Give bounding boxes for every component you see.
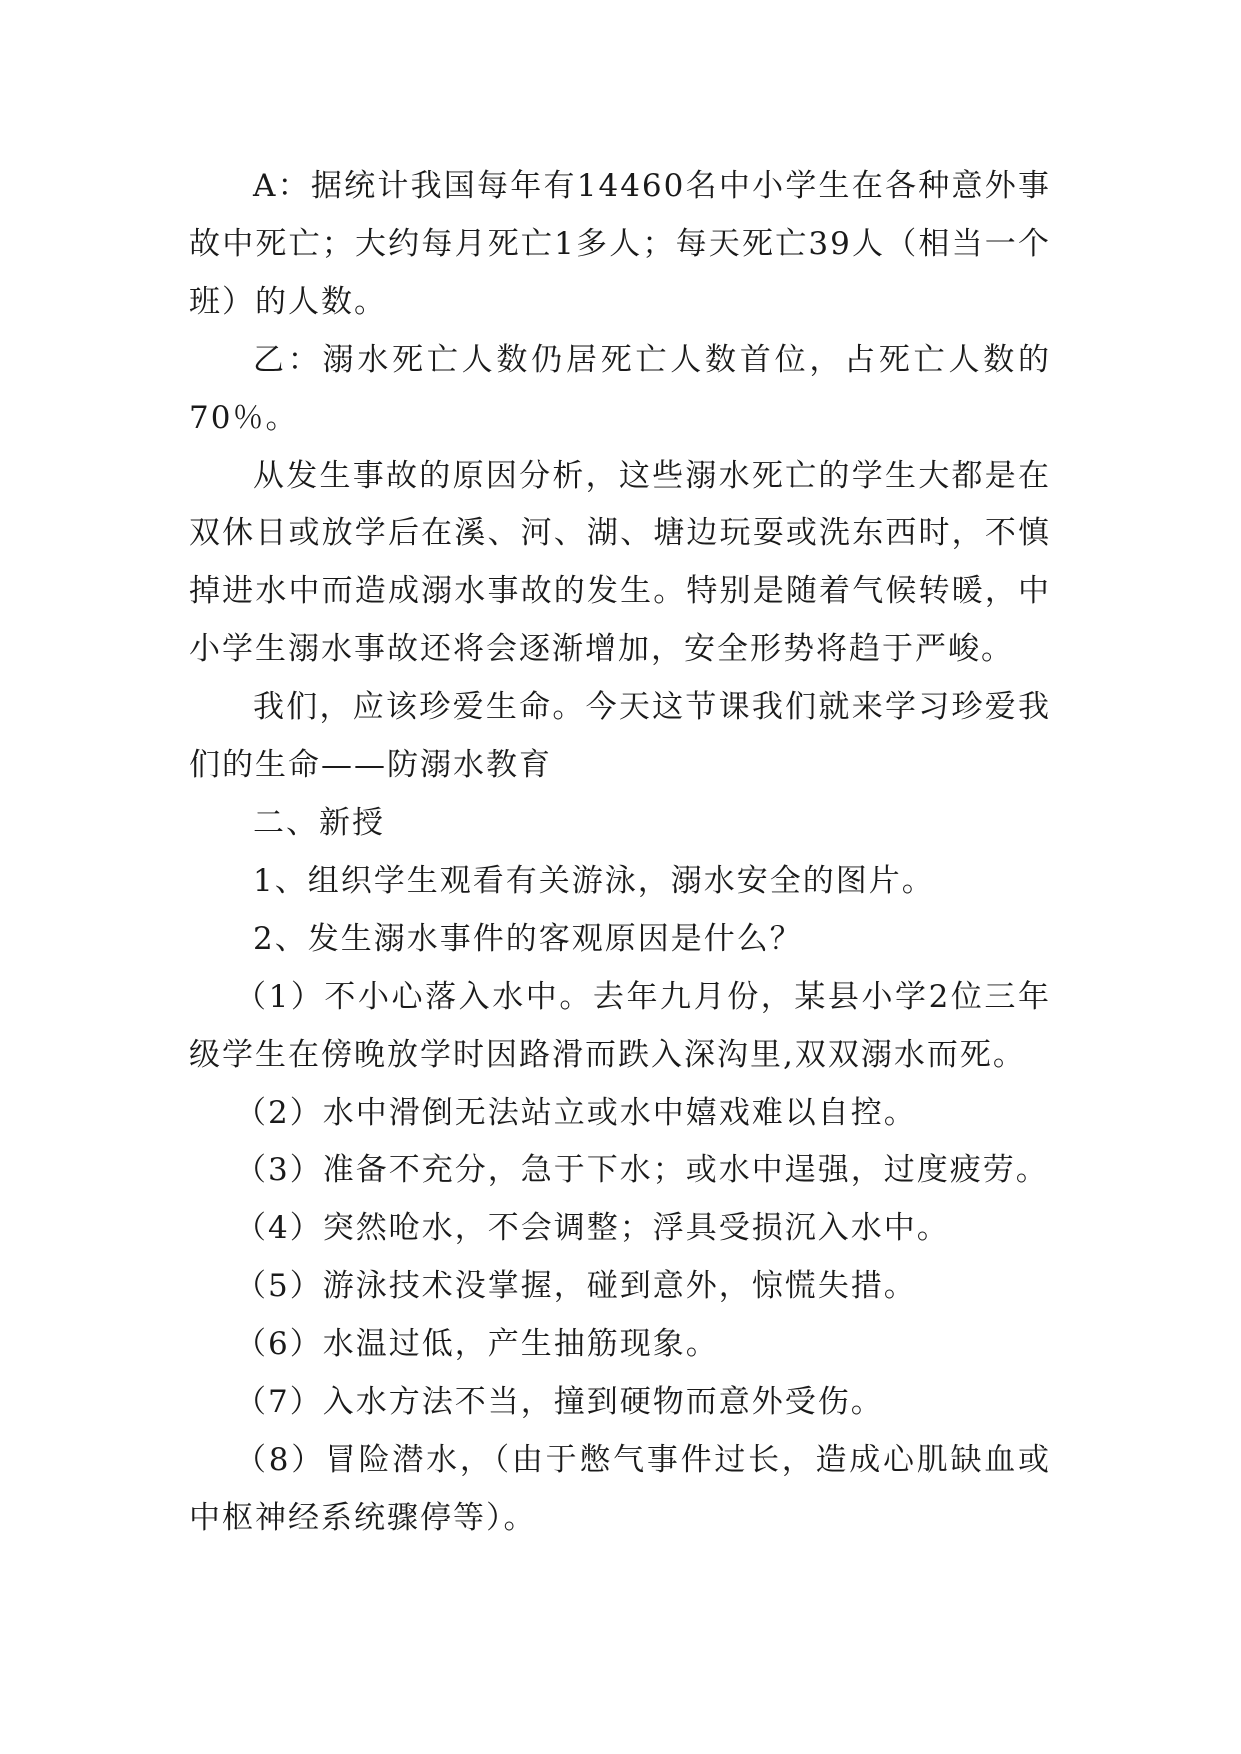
document-body [189,158,1051,1548]
cause-item-8: （8）冒险潜水，（由于憋气事件过长，造成心肌缺血或中枢神经系统骤停等）。 [189,1441,1051,1536]
list-item-2: 2、发生溺水事件的客观原因是什么？ [253,920,803,957]
section-heading-new-lesson: 二、新授 [253,804,385,841]
cause-item-7: （7）入水方法不当，撞到硬物而意外受伤。 [235,1384,884,1421]
paragraph-statistics-a: A：据统计我国每年有14460名中小学生在各种意外事故中死亡；大约每月死亡1多人；每天死亡39人（相当一个班）的人数。 [189,168,1051,320]
cause-item-6: （6）水温过低，产生抽筋现象。 [235,1326,719,1363]
cause-item-3: （3）准备不充分，急于下水；或水中逞强，过度疲劳。 [235,1152,1049,1189]
cause-item-2: （2）水中滑倒无法站立或水中嬉戏难以自控。 [235,1094,917,1131]
cause-item-5: （5）游泳技术没掌握，碰到意外，惊慌失措。 [235,1268,917,1305]
list-item-1: 1、组织学生观看有关游泳，溺水安全的图片。 [253,862,935,899]
cause-item-1: （1）不小心落入水中。去年九月份，某县小学2位三年级学生在傍晚放学时因路滑而跌入深沟里,双双溺水而死。 [189,978,1051,1073]
paragraph-cause-analysis: 从发生事故的原因分析，这些溺水死亡的学生大都是在双休日或放学后在溪、河、湖、塘边玩耍或洗东西时，不慎掉进水中而造成溺水事故的发生。特别是随着气候转暖，中小学生溺水事故还将会逐渐增加，安全形势将趋于严峻。 [189,457,1051,668]
cause-item-4: （4）突然呛水，不会调整；浮具受损沉入水中。 [235,1210,950,1247]
paragraph-statistics-b: 乙：溺水死亡人数仍居死亡人数首位，占死亡人数的70％。 [189,341,1051,436]
paragraph-lesson-intro: 我们，应该珍爱生命。今天这节课我们就来学习珍爱我们的生命——防溺水教育 [189,689,1051,784]
